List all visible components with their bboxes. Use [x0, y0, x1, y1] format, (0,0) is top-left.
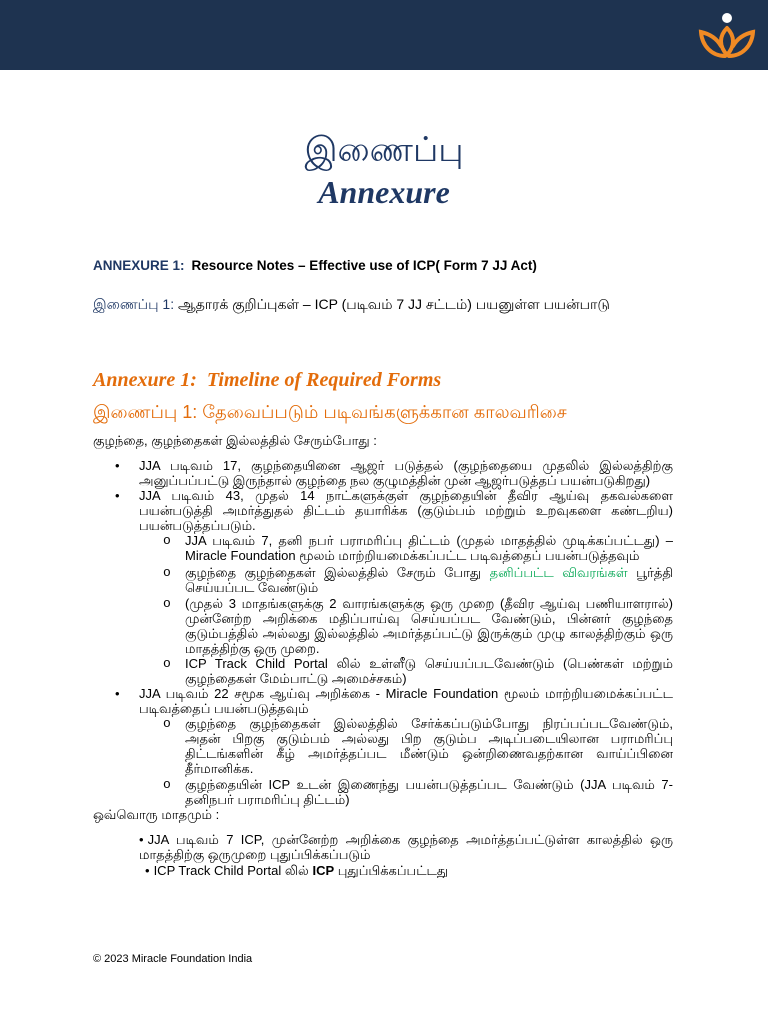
resource-notes-text: Resource Notes – Effective use of ICP( Form 7 JJ Act): [191, 258, 537, 273]
sub-list-item-text: JJA படிவம் 7, தனி நபர் பராமரிப்பு திட்டம் (முதல் மாதத்தில் முடிக்கப்பட்டது) – Miracle Foundation மூலம் மாற்றியமைக்கப்பட்ட படிவத்தைப் பயன்படுத்தவும்: [185, 533, 673, 563]
resource-notes-label: ANNEXURE 1:: [93, 258, 185, 273]
sub-bullet-marker: o: [163, 656, 171, 671]
sub-list-item-text: குழந்தை குழந்தைகள் இல்லத்தில் சேர்க்கப்படும்போது நிரப்பப்படவேண்டும், அதன் பிறகு குடும்பம் அல்லது பிற குடும்ப அடிப்படையிலான பராமரிப்பு திட்டங்களின் கீழ் அமர்த்தப்பட மீண்டும் ஒன்றிணைவதற்கான வாய்ப்பினை தீர்மானிக்க.: [185, 716, 673, 776]
bullet-marker: •: [139, 832, 144, 847]
sub-bullet-marker: o: [163, 596, 171, 611]
timeline-heading-english: Annexure 1: Timeline of Required Forms: [93, 369, 442, 391]
list-item: [93, 458, 673, 488]
monthly-list-item: [93, 863, 673, 878]
sub-list-item: [93, 716, 673, 776]
sub-list-item: [93, 533, 673, 563]
sub-bullet-marker: o: [163, 716, 171, 731]
sub-list-item-text: குழந்தையின் ICP உடன் இணைந்து பயன்படுத்தப்பட வேண்டும் (JJA படிவம் 7- தனிநபர் பராமரிப்பு திட்டம்): [185, 777, 673, 807]
monthly-item-text: JJA படிவம் 7 ICP, முன்னேற்ற அறிக்கை குழந்தை அமர்த்தப்பட்டுள்ள காலத்தில் ஒரு மாதத்திற்கு ஒருமுறை புதுப்பிக்கப்படும்: [139, 832, 673, 862]
resource-notes-tamil-text: ஆதாரக் குறிப்புகள் – ICP (படிவம் 7 JJ சட்டம்) பயனுள்ள பயன்பாடு: [177, 296, 610, 312]
header-bar: [0, 0, 768, 70]
sub-bullet-marker: o: [163, 533, 171, 548]
timeline-content: [93, 433, 673, 878]
sub-list-item-text: (முதல் 3 மாதங்களுக்கு 2 வாரங்களுக்கு ஒரு முறை (தீவிர ஆய்வு பணியாளரால்) முன்னேற்ற அறிக்கை மதிப்பாய்வு செய்யப்பட வேண்டும், பின்னர் குழந்தை குடும்பத்தில் அல்லது இல்லத்தில் அமர்த்தப்பட்டு இருக்கும் முழு காலத்திற்கும் ஒரு மாதத்திற்கு ஒரு முறை.: [185, 596, 673, 656]
sub-bullet-marker: o: [163, 565, 171, 580]
bold-text: ICP: [312, 863, 335, 878]
miracle-foundation-logo: [696, 6, 760, 62]
highlighted-text: தனிப்பட்ட விவரங்கள்: [489, 565, 628, 580]
bullet-marker: •: [145, 863, 150, 878]
page-title-english: Annexure: [318, 174, 450, 210]
sub-list-item: [93, 777, 673, 807]
monthly-item-text: ICP Track Child Portal லில்: [153, 863, 313, 878]
admission-intro: குழந்தை, குழந்தைகள் இல்லத்தில் சேரும்போது :: [93, 433, 377, 448]
list-item-text: JJA படிவம் 22 சமூக ஆய்வு அறிக்கை - Miracle Foundation மூலம் மாற்றியமைக்கப்பட்ட படிவத்தைப் பயன்படுத்தவும்: [139, 686, 673, 716]
bullet-marker: •: [115, 488, 120, 503]
monthly-intro: ஒவ்வொரு மாதமும் :: [93, 807, 220, 822]
sub-list-item-text: ICP Track Child Portal லில் உள்ளீடு செய்யப்படவேண்டும் (பெண்கள் மற்றும் குழந்தைகள் மேம்பாட்டு அமைச்சகம்): [185, 656, 673, 686]
monthly-list-item: [93, 832, 673, 862]
page-title-tamil: இணைப்பு: [304, 131, 464, 169]
list-item: [93, 488, 673, 533]
timeline-heading-tamil: இணைப்பு 1: தேவைப்படும் படிவங்களுக்கான காலவரிசை: [93, 402, 567, 422]
sub-list-item: [93, 565, 673, 595]
bullet-marker: •: [115, 686, 120, 701]
list-item-text: JJA படிவம் 43, முதல் 14 நாட்களுக்குள் குழந்தையின் தீவிர ஆய்வு தகவல்களை பயன்படுத்தி அமர்த்துதல் திட்டம் தயாரிக்க (குடும்பம் மற்றும் உறவுகளை கண்டறிய) பயன்படுத்தப்படும்.: [139, 488, 673, 533]
sub-list-item-text-end: பூர்த்தி செய்யப்பட வேண்டும்: [185, 565, 673, 595]
resource-notes-tamil-label: இணைப்பு 1:: [93, 296, 175, 312]
sub-list-item: [93, 596, 673, 656]
resource-notes-english: [93, 257, 673, 275]
list-item: [93, 686, 673, 716]
copyright-footer: © 2023 Miracle Foundation India: [93, 953, 253, 965]
resource-notes-tamil: [93, 296, 673, 313]
bullet-marker: •: [115, 458, 120, 473]
list-item-text: JJA படிவம் 17, குழந்தையினை ஆஜர் படுத்தல் (குழந்தையை முதலில் இல்லத்திற்கு அனுப்பப்பட்டு இருந்தால் குழந்தை நல குழுமத்தின் முன் ஆஜர்படுத்தப் பயன்படுகிறது): [139, 458, 673, 488]
monthly-item-text-end: புதுப்பிக்கப்பட்டது: [334, 863, 449, 878]
sub-bullet-marker: o: [163, 777, 171, 792]
sub-list-item: [93, 656, 673, 686]
sub-list-item-text: குழந்தை குழந்தைகள் இல்லத்தில் சேரும் போது: [185, 565, 490, 580]
